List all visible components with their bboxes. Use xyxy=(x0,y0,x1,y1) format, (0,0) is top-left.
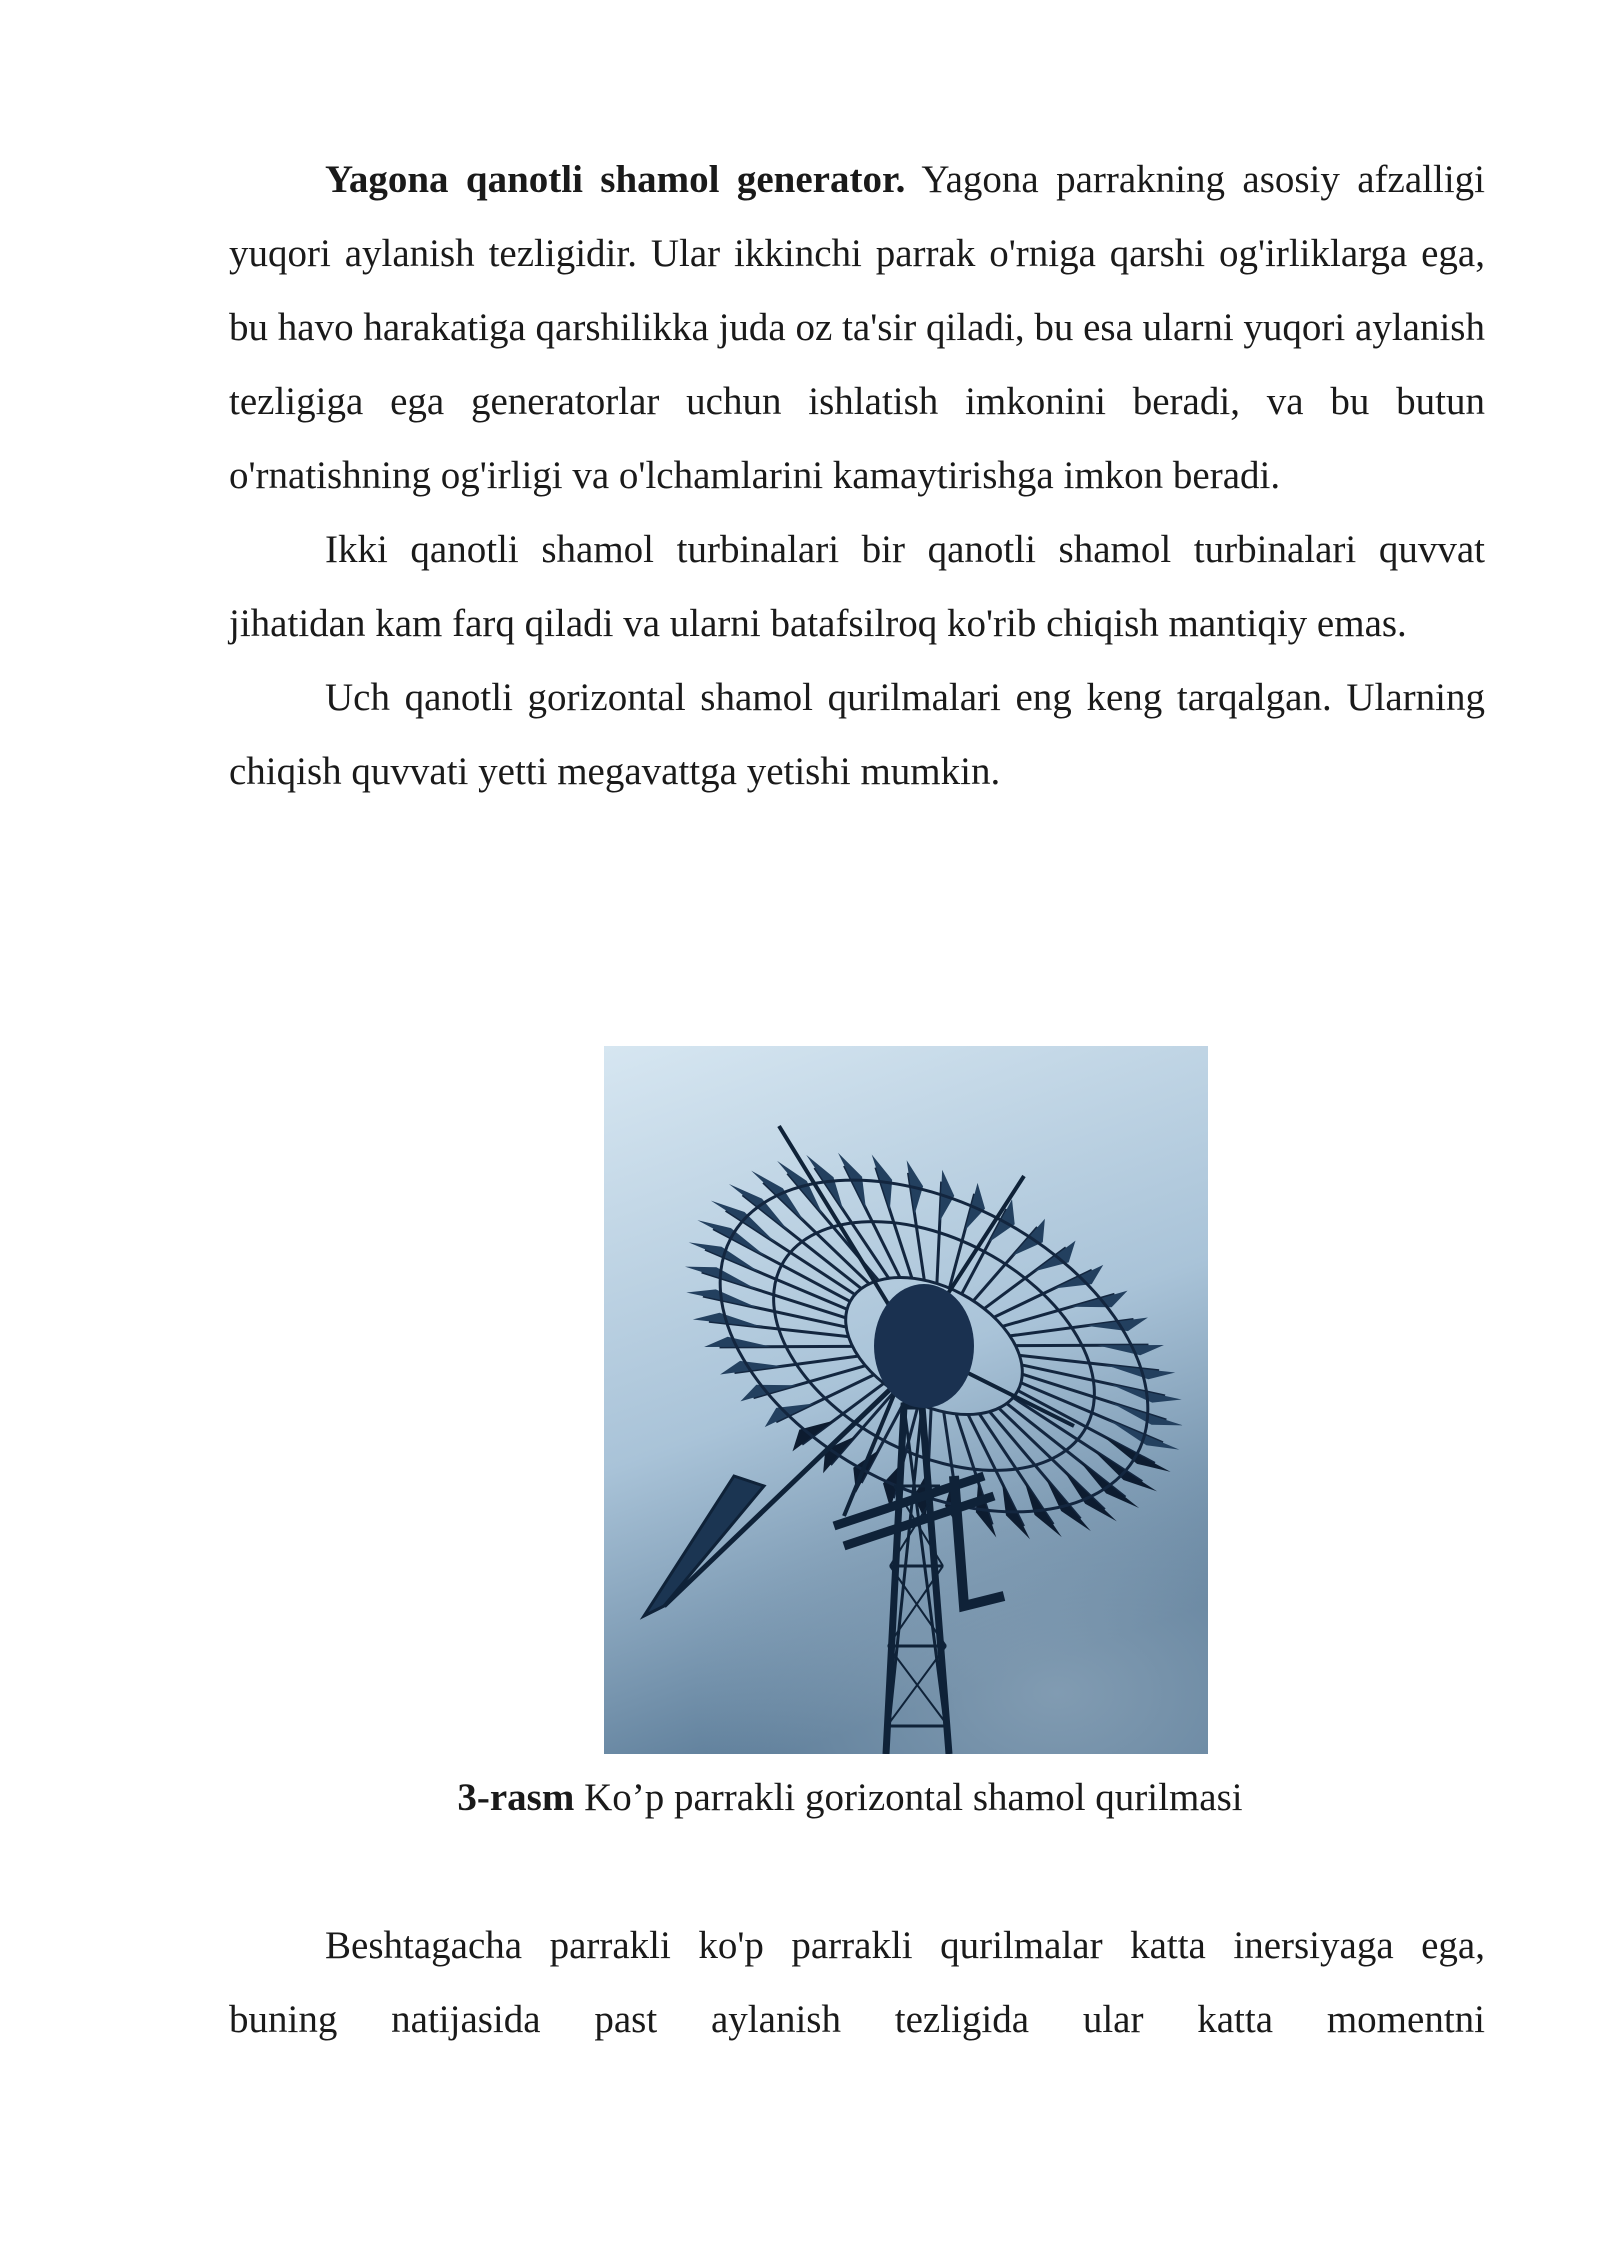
paragraph-body: Ikki qanotli shamol turbinalari bir qanotli shamol turbinalari quvvat jihatidan kam farq qiladi va ularni batafsilroq ko'rib chiqish mantiqiy emas. xyxy=(229,528,1485,645)
paragraph-single-blade xyxy=(229,143,1485,513)
paragraph-multi-blade xyxy=(229,1909,1485,1983)
paragraph-line: buning natijasida past aylanish tezligida ular katta momentni xyxy=(229,1998,1485,2041)
paragraph-body: Yagona parrakning asosiy afzalligi yuqori aylanish tezligidir. Ular ikkinchi parrak o'rniga qarshi og'irliklarga ega, bu havo harakatiga qarshilikka juda oz ta'sir qiladi, bu esa ularni yuqori aylanish tezligiga ega generatorlar uchun ishlatish imkonini beradi, va bu butun o'rnatishning og'irligi va o'lchamlarini kamaytirishga imkon beradi. xyxy=(229,158,1485,497)
paragraph-multi-blade-continued xyxy=(229,1983,1485,2057)
figure-label: 3-rasm xyxy=(457,1776,575,1819)
paragraph-two-blade xyxy=(229,513,1485,661)
paragraph-three-blade xyxy=(229,661,1485,809)
paragraph-heading: Yagona qanotli shamol generator. xyxy=(325,158,906,201)
body-text-top xyxy=(229,143,1485,809)
figure-caption xyxy=(0,1770,1600,1826)
figure-caption-text: Ko’p parrakli gorizontal shamol qurilmasi xyxy=(574,1776,1243,1819)
paragraph-line: Beshtagacha parrakli ko'p parrakli qurilmalar katta inersiyaga ega, xyxy=(325,1924,1485,1967)
paragraph-body: Uch qanotli gorizontal shamol qurilmalari eng keng tarqalgan. Ularning chiqish quvvati yetti megavattga yetishi mumkin. xyxy=(229,676,1485,793)
body-text-bottom xyxy=(229,1909,1485,2057)
windmill-photo xyxy=(604,1046,1208,1754)
